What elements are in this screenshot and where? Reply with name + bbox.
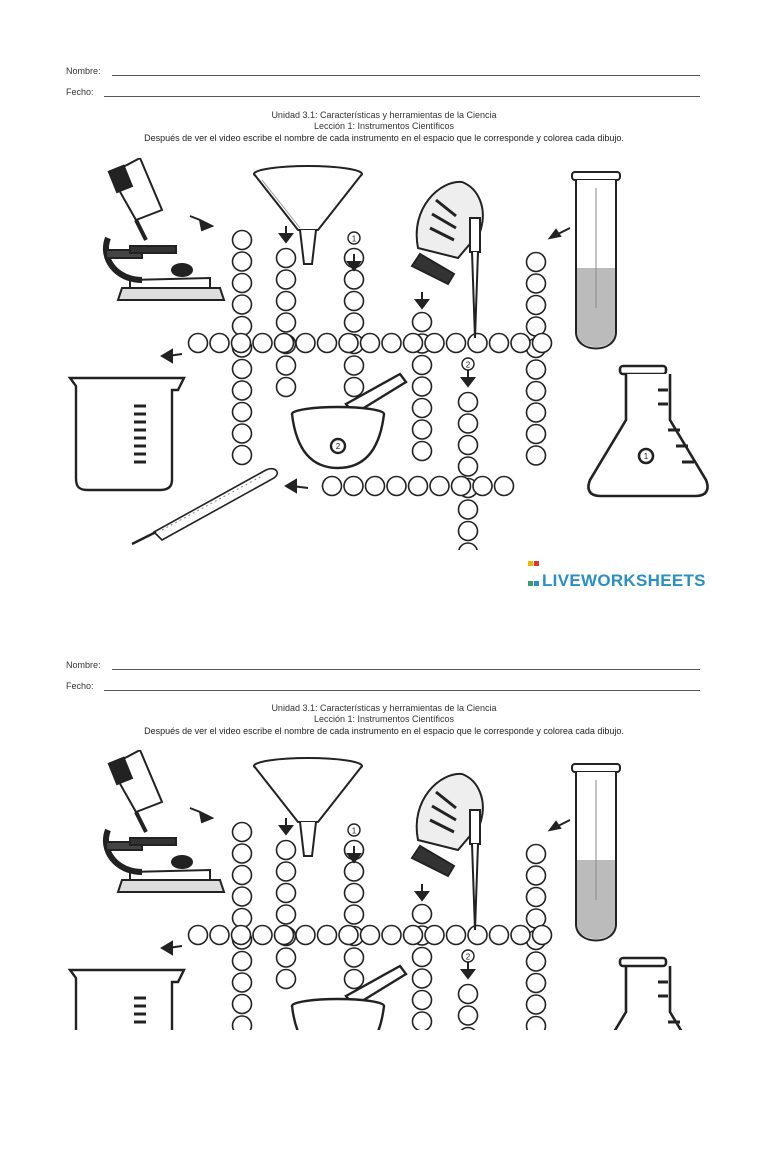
test-tube-icon [572,172,620,349]
letter-cell[interactable] [323,477,342,496]
letter-cell[interactable] [413,313,432,332]
letter-cell[interactable] [233,252,252,271]
name-input-line[interactable] [112,75,700,76]
letter-cell[interactable] [413,420,432,439]
date-label: Fecho: [66,681,94,691]
date-field [66,681,94,691]
letter-cell[interactable] [277,905,296,924]
letter-cell[interactable] [527,446,546,465]
letter-cell[interactable] [511,926,530,945]
letter-cell[interactable] [413,356,432,375]
across-word-row-1 [189,334,552,353]
letter-cell[interactable] [277,862,296,881]
arrow-icon [162,350,182,362]
letter-cell[interactable] [233,403,252,422]
mortar-number: 2 [335,442,341,451]
arrow-icon [550,820,570,830]
letter-cell[interactable] [527,888,546,907]
flask-number: 1 [643,452,649,461]
letter-cell[interactable] [413,991,432,1010]
crossword-grid [189,823,552,1031]
liveworksheets-logo-icon [528,552,540,564]
down-word-column-2 [277,841,296,989]
letter-cell[interactable] [404,334,423,353]
arrow-icon [462,962,474,978]
letter-cell[interactable] [277,841,296,860]
letter-cell[interactable] [318,334,337,353]
arrow-icon [416,884,428,900]
letter-cell[interactable] [345,970,364,989]
instructions-text: Después de ver el video escribe el nombre de cada instrumento en el espacio que le corresponde y colorea cada dibujo. [144,133,624,143]
letter-cell[interactable] [413,1012,432,1030]
letter-cell[interactable] [459,500,478,519]
letter-cell[interactable] [527,845,546,864]
letter-cell[interactable] [345,292,364,311]
letter-cell[interactable] [447,926,466,945]
letter-cell[interactable] [413,377,432,396]
letter-cell[interactable] [189,334,208,353]
across-word-row-1 [189,926,552,945]
crossword-illustration [60,750,720,1030]
marker-one [348,824,360,836]
arrow-icon [416,292,428,308]
crossword-illustration [60,158,720,550]
letter-cell[interactable] [382,926,401,945]
letter-cell[interactable] [233,844,252,863]
letter-cell[interactable] [413,442,432,461]
letter-cell[interactable] [459,1028,478,1031]
letter-cell[interactable] [233,973,252,992]
marker-one-label: 1 [351,234,357,244]
liveworksheets-brand[interactable] [528,552,706,591]
letter-cell[interactable] [459,393,478,412]
name-field [66,660,101,670]
letter-cell[interactable] [490,926,509,945]
letter-cell[interactable] [452,477,471,496]
beaker-icon [70,378,184,490]
across-word-row-2 [323,477,514,496]
down-word-column-2 [277,249,296,397]
letter-cell[interactable] [233,952,252,971]
letter-cell[interactable] [344,477,363,496]
letter-cell[interactable] [495,477,514,496]
unit-title: Unidad 3.1: Características y herramientas de la Ciencia [271,110,497,120]
lesson-title: Lección 1: Instrumentos Científicos [313,121,455,131]
letter-cell[interactable] [277,378,296,397]
letter-cell[interactable] [527,253,546,272]
unit-title: Unidad 3.1: Características y herramientas de la Ciencia [271,703,497,713]
funnel-icon [254,166,362,264]
letter-cell[interactable] [533,926,552,945]
letter-cell[interactable] [511,334,530,353]
arrow-icon [550,228,570,238]
letter-cell[interactable] [318,926,337,945]
letter-cell[interactable] [459,522,478,541]
date-input-line[interactable] [104,96,700,97]
letter-cell[interactable] [277,292,296,311]
letter-cell[interactable] [210,926,229,945]
letter-cell[interactable] [253,334,272,353]
date-field [66,87,94,97]
funnel-icon [254,758,362,856]
letter-cell[interactable] [233,887,252,906]
letter-cell[interactable] [468,334,487,353]
letter-cell[interactable] [533,334,552,353]
brand-name: LIVEWORKSHEETS [542,571,706,590]
letter-cell[interactable] [527,403,546,422]
letter-cell[interactable] [382,334,401,353]
letter-cell[interactable] [527,360,546,379]
letter-cell[interactable] [277,970,296,989]
lesson-title: Lección 1: Instrumentos Científicos [313,714,455,724]
letter-cell[interactable] [527,274,546,293]
letter-cell[interactable] [345,313,364,332]
letter-cell[interactable] [253,926,272,945]
name-label: Nombre: [66,660,101,670]
letter-cell[interactable] [277,948,296,967]
date-input-line[interactable] [104,690,700,691]
letter-cell[interactable] [527,1017,546,1031]
letter-cell[interactable] [459,414,478,433]
letter-cell[interactable] [425,334,444,353]
marker-one-label: 1 [351,826,357,836]
letter-cell[interactable] [527,995,546,1014]
letter-cell[interactable] [275,334,294,353]
letter-cell[interactable] [345,378,364,397]
letter-cell[interactable] [447,334,466,353]
instructions-text: Después de ver el video escribe el nombre de cada instrumento en el espacio que le corresponde y colorea cada dibujo. [144,726,624,736]
letter-cell[interactable] [345,270,364,289]
letter-cell[interactable] [409,477,428,496]
letter-cell[interactable] [361,926,380,945]
letter-cell[interactable] [527,952,546,971]
down-word-column-5 [459,393,478,551]
letter-cell[interactable] [339,334,358,353]
letter-cell[interactable] [345,862,364,881]
worksheet-page-2 [0,598,768,1158]
arrow-icon [280,226,292,242]
beaker-icon [70,970,184,1030]
arrow-icon [162,942,182,954]
letter-cell[interactable] [296,334,315,353]
letter-cell[interactable] [277,884,296,903]
letter-cell[interactable] [233,823,252,842]
letter-cell[interactable] [459,543,478,550]
down-word-column-5 [459,985,478,1031]
marker-two [462,358,474,370]
letter-cell[interactable] [277,356,296,375]
letter-cell[interactable] [361,334,380,353]
letter-cell[interactable] [233,381,252,400]
letter-cell[interactable] [459,457,478,476]
letter-cell[interactable] [210,334,229,353]
letter-cell[interactable] [527,974,546,993]
letter-cell[interactable] [345,884,364,903]
letter-cell[interactable] [233,317,252,336]
letter-cell[interactable] [430,477,449,496]
letter-cell[interactable] [232,926,251,945]
letter-cell[interactable] [345,905,364,924]
letter-cell[interactable] [468,926,487,945]
letter-cell[interactable] [345,948,364,967]
letter-cell[interactable] [490,334,509,353]
letter-cell[interactable] [233,446,252,465]
name-input-line[interactable] [112,669,700,670]
letter-cell[interactable] [527,866,546,885]
test-tube-icon [572,764,620,941]
letter-cell[interactable] [459,1006,478,1025]
arrow-icon [280,818,292,834]
letter-cell[interactable] [233,909,252,928]
marker-two [462,950,474,962]
letter-cell[interactable] [189,926,208,945]
down-word-column-6 [527,253,546,466]
arrow-icon [286,480,308,492]
letter-cell[interactable] [527,382,546,401]
letter-cell[interactable] [459,436,478,455]
name-label: Nombre: [66,66,101,76]
letter-cell[interactable] [233,274,252,293]
letter-cell[interactable] [275,926,294,945]
letter-cell[interactable] [413,969,432,988]
letter-cell[interactable] [413,948,432,967]
name-field [66,66,101,76]
letter-cell[interactable] [366,477,385,496]
letter-cell[interactable] [233,1016,252,1030]
down-word-column-4 [413,905,432,1031]
marker-one [348,232,360,244]
letter-cell[interactable] [459,985,478,1004]
letter-cell[interactable] [233,231,252,250]
letter-cell[interactable] [233,995,252,1014]
arrow-icon [190,808,212,822]
letter-cell[interactable] [277,249,296,268]
letter-cell[interactable] [233,295,252,314]
letter-cell[interactable] [232,334,251,353]
letter-cell[interactable] [387,477,406,496]
letter-cell[interactable] [296,926,315,945]
letter-cell[interactable] [345,356,364,375]
arrow-icon [190,216,212,230]
letter-cell[interactable] [527,425,546,444]
marker-two-label: 2 [465,952,471,962]
letter-cell[interactable] [233,866,252,885]
letter-cell[interactable] [277,313,296,332]
letter-cell[interactable] [339,926,358,945]
letter-cell[interactable] [413,399,432,418]
letter-cell[interactable] [233,424,252,443]
letter-cell[interactable] [425,926,444,945]
letter-cell[interactable] [277,270,296,289]
erlenmeyer-flask-icon [590,958,706,1030]
arrow-icon [462,370,474,386]
date-label: Fecho: [66,87,94,97]
marker-two-label: 2 [465,360,471,370]
letter-cell[interactable] [233,360,252,379]
letter-cell[interactable] [473,477,492,496]
letter-cell[interactable] [413,905,432,924]
erlenmeyer-flask-icon [588,366,707,496]
letter-cell[interactable] [527,296,546,315]
letter-cell[interactable] [404,926,423,945]
